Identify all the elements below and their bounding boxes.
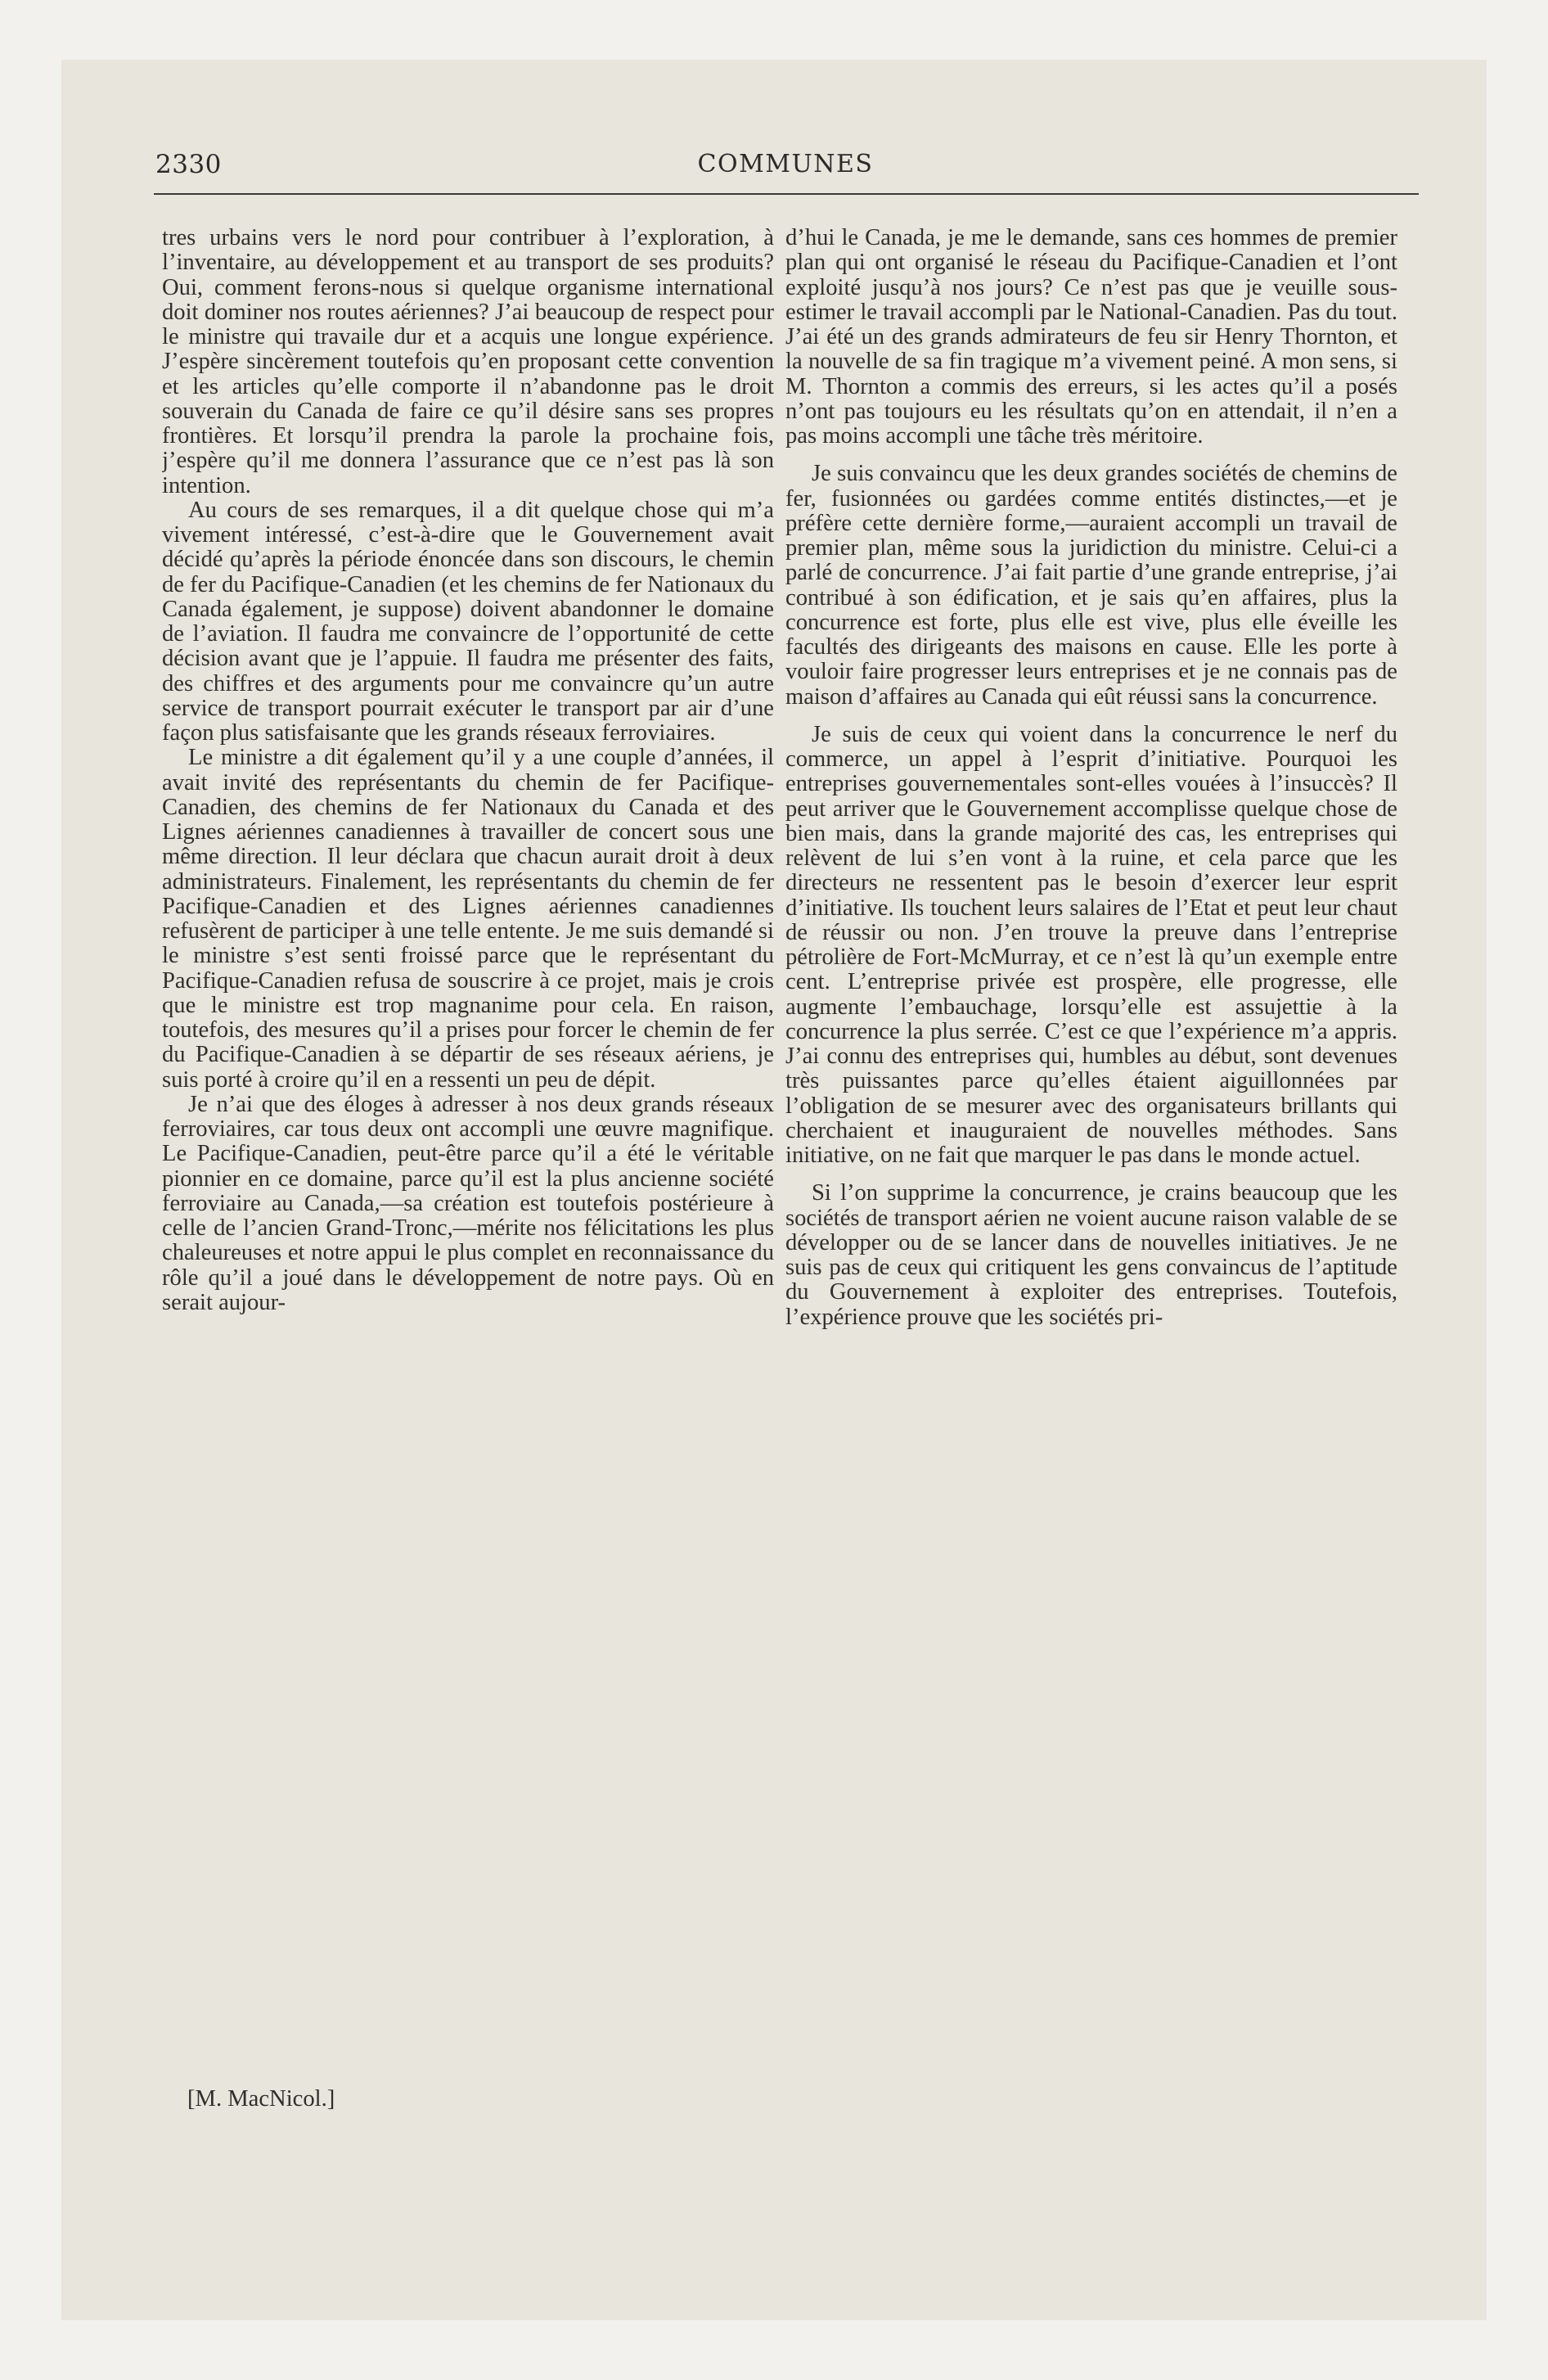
page-number: 2330: [155, 150, 222, 179]
left-paragraph-2: Au cours de ses remarques, il a dit quelque chose qui m’a vivement intéressé, c’est-à-dire que le Gouvernement avait décidé qu’après la période énoncée dans son discours, le chemin de fer du Pacifique-Canadien (et les chemins de fer Nationaux du Canada également, je suppose) doivent abandonner le domaine de l’aviation. Il faudra me convaincre de l’opportunité de cette décision avant que je l’appuie. Il faudra me présenter des faits, des chiffres et des arguments pour me convaincre qu’un autre service de transport pourrait exécuter le transport par air d’une façon plus satisfaisante que les grands réseaux ferroviaires.: [162, 497, 774, 746]
page-header: [155, 150, 1415, 191]
right-column: [785, 226, 1397, 2288]
right-paragraph-4: Si l’on supprime la concurrence, je crains beaucoup que les sociétés de transport aérien ne voient aucune raison valable de se développer ou de se lancer dans de nouvelles initiatives. Je ne suis pas de ceux qui critiquent les gens convaincus de l’aptitude du Gouvernement à exploiter des entreprises. Toutefois, l’expérience prouve que les sociétés pri-: [785, 1180, 1397, 1330]
left-paragraph-1: tres urbains vers le nord pour contribuer à l’exploration, à l’inventaire, au développement et au transport de ses produits? Oui, comment ferons-nous si quelque organisme international doit dominer nos routes aériennes? J’ai beaucoup de respect pour le ministre qui travaile dur et a acquis une longue expérience. J’espère sincèrement toutefois qu’en proposant cette convention et les articles qu’elle comporte il n’abandonne pas le droit souverain du Canada de faire ce qu’il désire sans ses propres frontières. Et lorsqu’il prendra la parole la prochaine fois, j’espère qu’il me donnera l’assurance que ce n’est pas là son intention.: [162, 226, 774, 498]
right-paragraph-3: Je suis de ceux qui voient dans la concurrence le nerf du commerce, un appel à l’esprit d’initiative. Pourquoi les entreprises gouvernementales sont-elles vouées à l’insuccès? Il peut arriver que le Gouvernement accomplisse quelque chose de bien mais, dans la grande majorité des cas, les entreprises qui relèvent de lui s’en vont à la ruine, et cela parce que les directeurs ne ressentent pas le besoin d’exercer leur esprit d’initiative. Ils touchent leurs salaires de l’Etat et peut leur chaut de réussir ou non. J’en trouve la preuve dans l’entreprise pétrolière de Fort-McMurray, et ce n’est là qu’un exemple entre cent. L’entreprise privée est prospère, elle progresse, elle augmente l’embauchage, lorsqu’elle est assujettie à la concurrence la plus serrée. C’est ce que l’expérience m’a appris. J’ai connu des entreprises qui, humbles au début, sont devenues très puissantes parce qu’elles étaient aiguillonnées par l’obligation de se mesurer avec des organisateurs brillants qui cherchaient et inauguraient de nouvelles méthodes. Sans initiative, on ne fait que marquer le pas dans le monde actuel.: [785, 721, 1397, 1168]
speaker-note: [M. MacNicol.]: [187, 2086, 335, 2112]
running-title: COMMUNES: [697, 150, 874, 178]
left-paragraph-3: Le ministre a dit également qu’il y a une couple d’années, il avait invité des représentants du chemin de fer Pacifique-Canadien, des chemins de fer Nationaux du Canada et des Lignes aériennes canadiennes à travailler de concert sous une même direction. Il leur déclara que chacun aurait droit à deux administrateurs. Finalement, les représentants du chemin de fer Pacifique-Canadien et des Lignes aériennes canadiennes refusèrent de participer à une telle entente. Je me suis demandé si le ministre s’est senti froissé parce que le représentant du Pacifique-Canadien refusa de souscrire à ce projet, mais je crois que le ministre est trop magnanime pour cela. En raison, toutefois, des mesures qu’il a prises pour forcer le chemin de fer du Pacifique-Canadien à se départir de ses réseaux aériens, je suis porté à croire qu’il en a ressenti un peu de dépit.: [162, 745, 774, 1093]
right-paragraph-2: Je suis convaincu que les deux grandes sociétés de chemins de fer, fusionnées ou gardées comme entités distinctes,—et je préfère cette dernière forme,—auraient accompli un travail de premier plan, même sous la juridiction du ministre. Celui-ci a parlé de concurrence. J’ai fait partie d’une grande entreprise, j’ai contribué à son édification, et je sais qu’en affaires, plus la concurrence est forte, plus elle est vive, plus elle éveille les facultés des dirigeants des maisons en cause. Elle les porte à vouloir faire progresser leurs entreprises et je ne connais pas de maison d’affaires au Canada qui eût réussi sans la concurrence.: [785, 461, 1397, 710]
right-paragraph-1: d’hui le Canada, je me le demande, sans ces hommes de premier plan qui ont organisé le réseau du Pacifique-Canadien et l’ont exploité jusqu’à nos jours? Ce n’est pas que je veuille sous-estimer le travail accompli par le National-Canadien. Pas du tout. J’ai été un des grands admirateurs de feu sir Henry Thornton, et la nouvelle de sa fin tragique m’a vivement peiné. A mon sens, si M. Thornton a commis des erreurs, si les actes qu’il a posés n’ont pas toujours eu les résultats qu’on en attendait, il n’en a pas moins accompli une tâche très méritoire.: [785, 226, 1397, 449]
header-rule: [154, 193, 1419, 195]
left-column: [162, 226, 774, 2288]
left-paragraph-4: Je n’ai que des éloges à adresser à nos deux grands réseaux ferroviaires, car tous deux ont accompli une œuvre magnifique. Le Pacifique-Canadien, peut-être parce qu’il a été le véritable pionnier en ce domaine, parce qu’il est la plus ancienne société ferroviaire au Canada,—sa création est toutefois postérieure à celle de l’ancien Grand-Tronc,—mérite nos félicitations les plus chaleureuses et notre appui le plus complet en reconnaissance du rôle qu’il a joué dans le développement de notre pays. Où en serait aujour-: [162, 1091, 774, 1315]
